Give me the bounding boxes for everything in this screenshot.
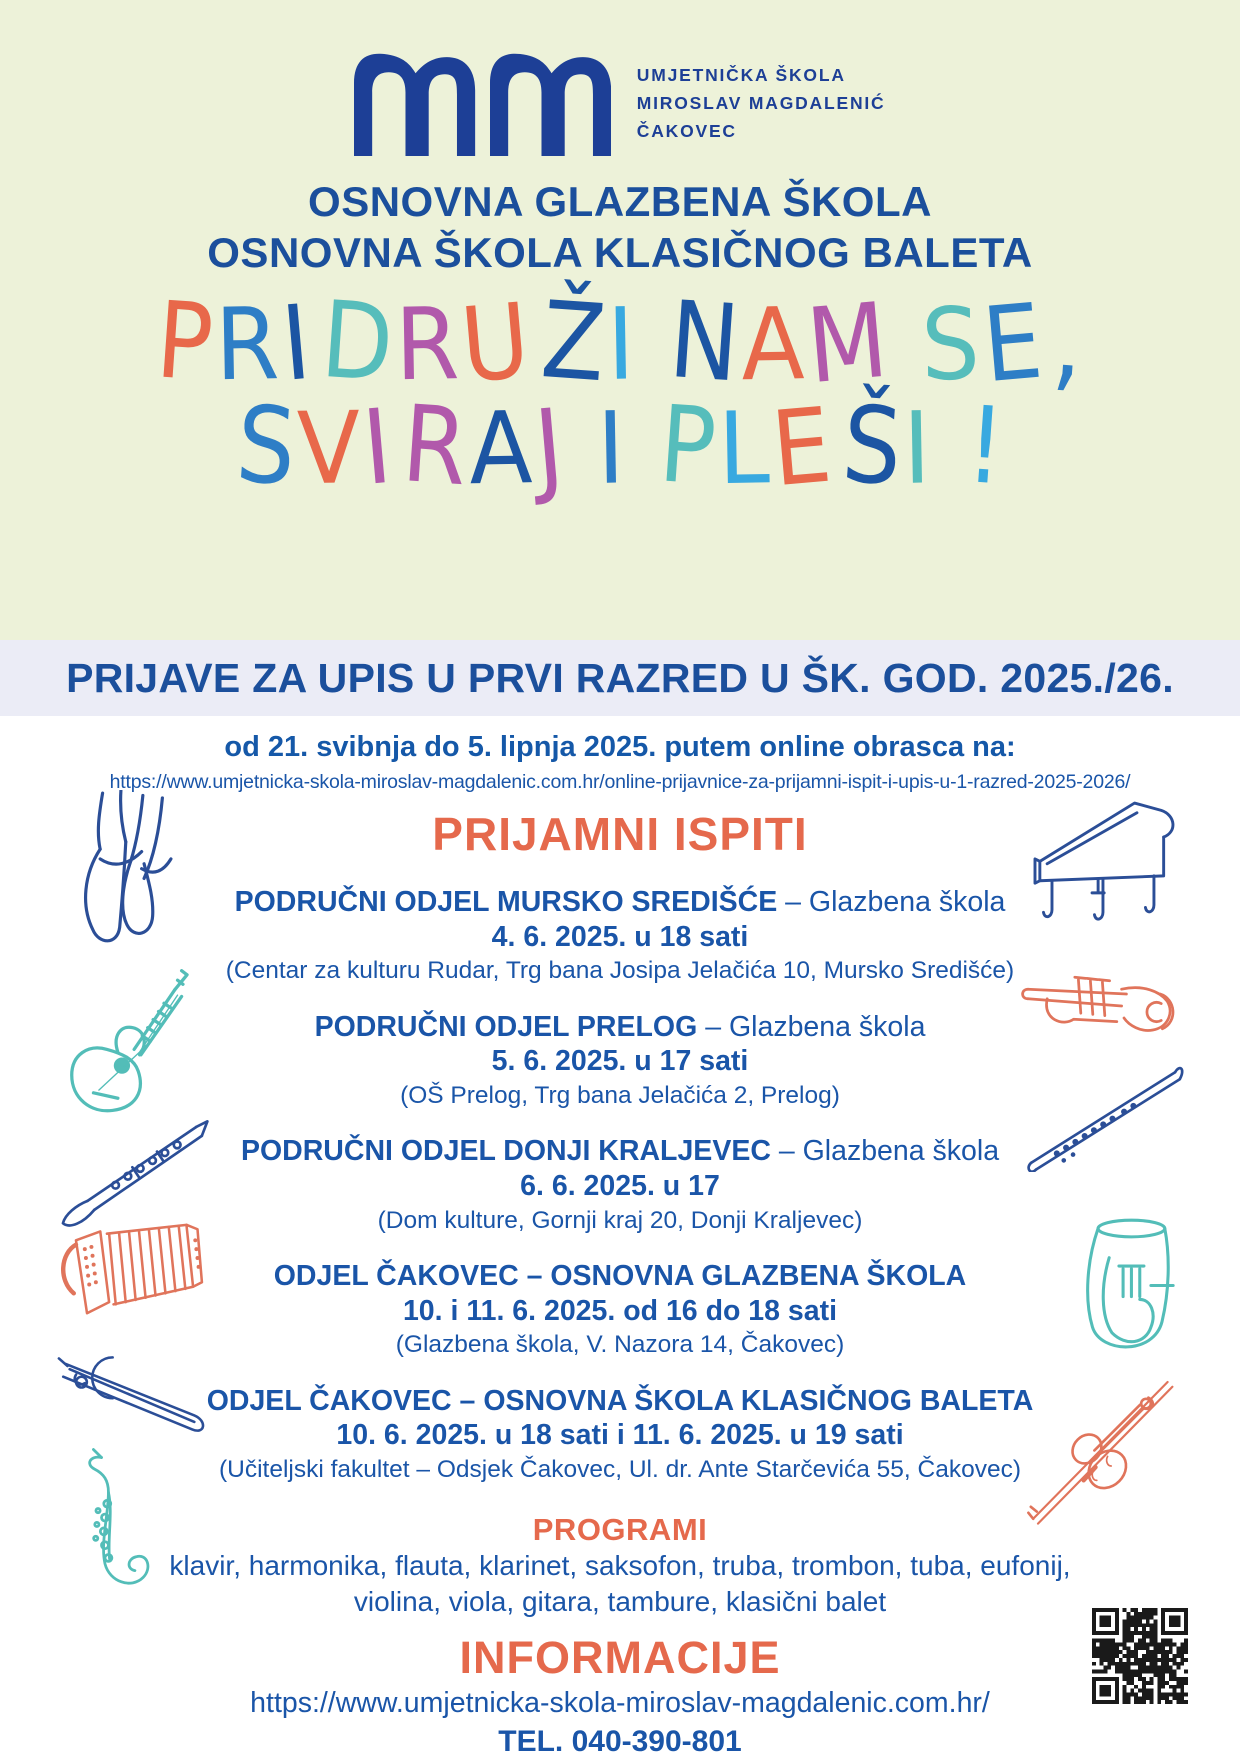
logo-text-line3: ČAKOVEC bbox=[636, 121, 737, 141]
exam-datetime: 10. i 11. 6. 2025. od 16 do 18 sati bbox=[402, 1294, 838, 1327]
headline-letter: U bbox=[456, 280, 541, 407]
headline-line1 bbox=[0, 278, 1240, 408]
headline-letter: P bbox=[152, 279, 223, 407]
apply-url-link[interactable]: https://www.umjetnicka-skola-miroslav-magdalenic.com.hr/online-prijavnice-za-prijamni-ispit-i-upis-u-1-razred-2025-2026/ bbox=[109, 771, 1131, 793]
headline-letter: V bbox=[296, 389, 368, 507]
guitar-icon bbox=[58, 968, 194, 1124]
saxophone-icon bbox=[56, 1446, 192, 1596]
enrollment-band bbox=[0, 640, 1240, 716]
info-url-link[interactable]: https://www.umjetnicka-skola-miroslav-magdalenic.com.hr/ bbox=[250, 1686, 990, 1719]
apply-period-text: od 21. svibnja do 5. lipnja 2025. putem online obrasca na: bbox=[224, 731, 1016, 763]
header-section bbox=[0, 0, 1240, 640]
logo-text-line1: UMJETNIČKA ŠKOLA bbox=[636, 65, 846, 85]
programs-heading: PROGRAMI bbox=[532, 1512, 708, 1548]
headline-letter: M bbox=[802, 280, 898, 408]
headline-letter: Ž bbox=[537, 278, 615, 407]
headline-letter: R bbox=[393, 286, 466, 404]
exam-location: (Centar za kulturu Rudar, Trg bana Josipa Jelačića 10, Mursko Središće) bbox=[225, 957, 1015, 985]
pointe-shoes-icon bbox=[66, 790, 188, 962]
school-title bbox=[0, 176, 1240, 278]
exam-title: PODRUČNI ODJEL PRELOG – Glazbena škola bbox=[314, 1010, 926, 1043]
headline-letter: R bbox=[213, 286, 286, 404]
violin-icon bbox=[1026, 1370, 1194, 1526]
exam-location: (Učiteljski fakultet – Odsjek Čakovec, Ul. dr. Ante Starčevića 55, Čakovec) bbox=[218, 1455, 1022, 1483]
mm-logo-icon bbox=[354, 50, 610, 156]
trumpet-icon bbox=[1016, 958, 1196, 1054]
headline-letter: ! bbox=[962, 382, 1014, 509]
info-heading: INFORMACIJE bbox=[459, 1631, 781, 1683]
headline-letter: D bbox=[317, 278, 403, 407]
flute-icon bbox=[1020, 1056, 1198, 1172]
headline-letter: S bbox=[920, 286, 987, 404]
exam-datetime: 4. 6. 2025. u 18 sati bbox=[491, 920, 749, 953]
headline-letter: I bbox=[606, 287, 642, 404]
accordion-icon bbox=[50, 1216, 208, 1332]
headline-letter: , bbox=[1049, 280, 1094, 406]
headline-letter: L bbox=[716, 389, 777, 507]
clarinet-icon bbox=[44, 1118, 214, 1230]
exam-location: (OŠ Prelog, Trg bana Jelačića 2, Prelog) bbox=[400, 1081, 840, 1109]
headline-letter: J bbox=[530, 385, 574, 508]
headline bbox=[0, 278, 1240, 510]
trombone-icon bbox=[46, 1350, 218, 1454]
headline-letter: A bbox=[740, 286, 812, 404]
headline-letter: I bbox=[358, 385, 402, 508]
enrollment-band-text: PRIJAVE ZA UPIS U PRVI RAZRED U ŠK. GOD. 2025./26. bbox=[66, 654, 1174, 701]
mm-logo-mark-icon bbox=[490, 50, 611, 156]
headline-letter: I bbox=[596, 390, 632, 507]
school-title-line1: OSNOVNA GLAZBENA ŠKOLA bbox=[308, 178, 932, 225]
exam-location: (Glazbena škola, V. Nazora 14, Čakovec) bbox=[395, 1331, 845, 1359]
school-title-line2: OSNOVNA ŠKOLA KLASIČNOG BALETA bbox=[207, 229, 1033, 277]
headline-letter: S bbox=[232, 382, 306, 510]
headline-letter: I bbox=[902, 390, 938, 507]
tuba-icon bbox=[1060, 1216, 1182, 1362]
headline-letter: I bbox=[276, 282, 321, 405]
headline-letter: N bbox=[665, 278, 749, 407]
exam-title: ODJEL ČAKOVEC – OSNOVNA ŠKOLA KLASIČNOG BALETA bbox=[206, 1384, 1034, 1417]
mm-logo-mark-icon bbox=[354, 50, 475, 156]
headline-letter: E bbox=[767, 384, 842, 510]
headline-letter: A bbox=[468, 389, 540, 507]
headline-line2 bbox=[0, 381, 1240, 510]
exam-datetime: 5. 6. 2025. u 17 sati bbox=[491, 1045, 749, 1078]
logo-text bbox=[637, 61, 886, 145]
headline-letter: P bbox=[655, 382, 726, 510]
qr-code-icon bbox=[1092, 1608, 1188, 1704]
exams-heading: PRIJAMNI ISPITI bbox=[432, 808, 808, 860]
grand-piano-icon bbox=[1018, 786, 1194, 950]
headline-letter: E bbox=[977, 281, 1053, 407]
exam-title: PODRUČNI ODJEL DONJI KRALJEVEC – Glazbena škola bbox=[240, 1135, 1000, 1168]
programs-line1: klavir, harmonika, flauta, klarinet, saksofon, truba, trombon, tuba, eufonij, bbox=[169, 1550, 1071, 1582]
headline-letter: Š bbox=[838, 382, 912, 510]
exam-title: PODRUČNI ODJEL MURSKO SREDIŠĆE – Glazbena škola bbox=[234, 886, 1006, 918]
info-phone: TEL. 040-390-801 bbox=[498, 1724, 742, 1755]
exam-datetime: 10. 6. 2025. u 18 sati i 11. 6. 2025. u 19 sati bbox=[336, 1419, 904, 1452]
programs-line2: violina, viola, gitara, tambure, klasični balet bbox=[353, 1586, 887, 1618]
exam-location: (Dom kulture, Gornji kraj 20, Donji Kraljevec) bbox=[377, 1206, 863, 1234]
exam-title: ODJEL ČAKOVEC – OSNOVNA GLAZBENA ŠKOLA bbox=[273, 1259, 967, 1292]
logo-text-line2: MIROSLAV MAGDALENIĆ bbox=[636, 93, 886, 113]
exam-datetime: 6. 6. 2025. u 17 bbox=[520, 1169, 720, 1202]
school-logo bbox=[0, 0, 1240, 156]
headline-letter: R bbox=[398, 381, 478, 510]
